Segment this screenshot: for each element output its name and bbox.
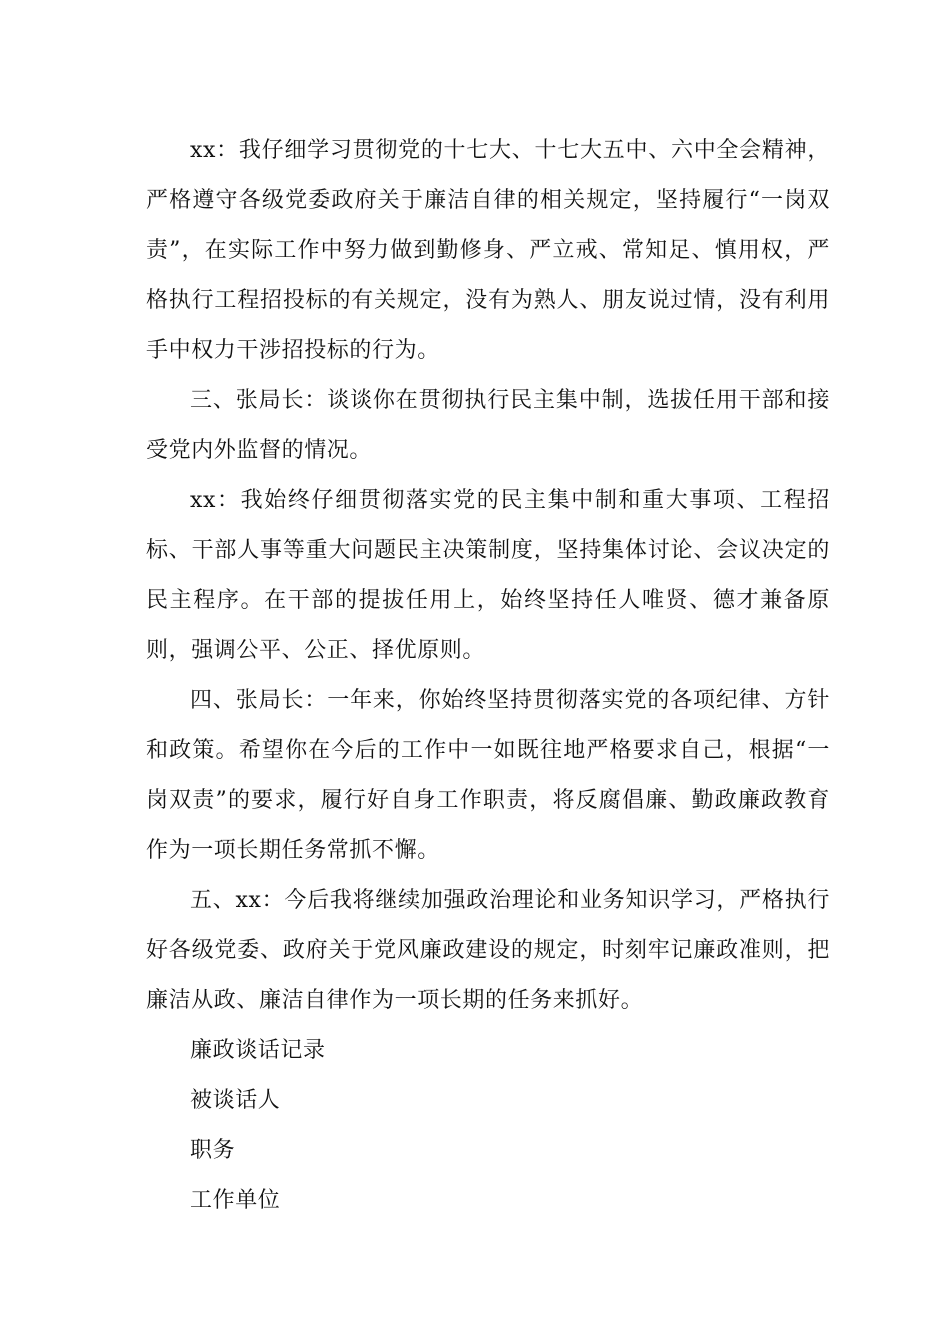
field-position-label: 职务	[190, 1138, 236, 1163]
paragraph-comment-4: 四、张局长：一年来，你始终坚持贯彻落实党的各项纪律、方针和政策。希望你在今后的工作中一如既往地严格要求自己，根据“一岗双责”的要求，履行好自身工作职责，将反腐倡廉、勤政廉政教育作为一项长期任务常抓不懈。	[146, 688, 830, 863]
paragraph-statement-5: 五、xx：今后我将继续加强政治理论和业务知识学习，严格执行好各级党委、政府关于党风廉政建设的规定，时刻牢记廉政准则，把廉洁从政、廉洁自律作为一项长期的任务来抓好。	[146, 888, 830, 1013]
document-body	[146, 126, 830, 1226]
paragraph-xx-answer-1: xx：我仔细学习贯彻党的十七大、十七大五中、六中全会精神，严格遵守各级党委政府关于廉洁自律的相关规定，坚持履行“一岗双责”，在实际工作中努力做到勤修身、严立戒、常知足、慎用权，严格执行工程招投标的有关规定，没有为熟人、朋友说过情，没有利用手中权力干涉招投标的行为。	[146, 138, 830, 363]
field-interviewee-label: 被谈话人	[190, 1088, 281, 1113]
form-title: 廉政谈话记录	[190, 1038, 326, 1063]
field-work-unit-label: 工作单位	[190, 1188, 281, 1213]
paragraph-xx-answer-2: xx：我始终仔细贯彻落实党的民主集中制和重大事项、工程招标、干部人事等重大问题民主决策制度，坚持集体讨论、会议决定的民主程序。在干部的提拔任用上，始终坚持任人唯贤、德才兼备原则，强调公平、公正、择优原则。	[146, 488, 830, 663]
paragraph-question-3: 三、张局长：谈谈你在贯彻执行民主集中制，选拔任用干部和接受党内外监督的情况。	[146, 388, 830, 463]
